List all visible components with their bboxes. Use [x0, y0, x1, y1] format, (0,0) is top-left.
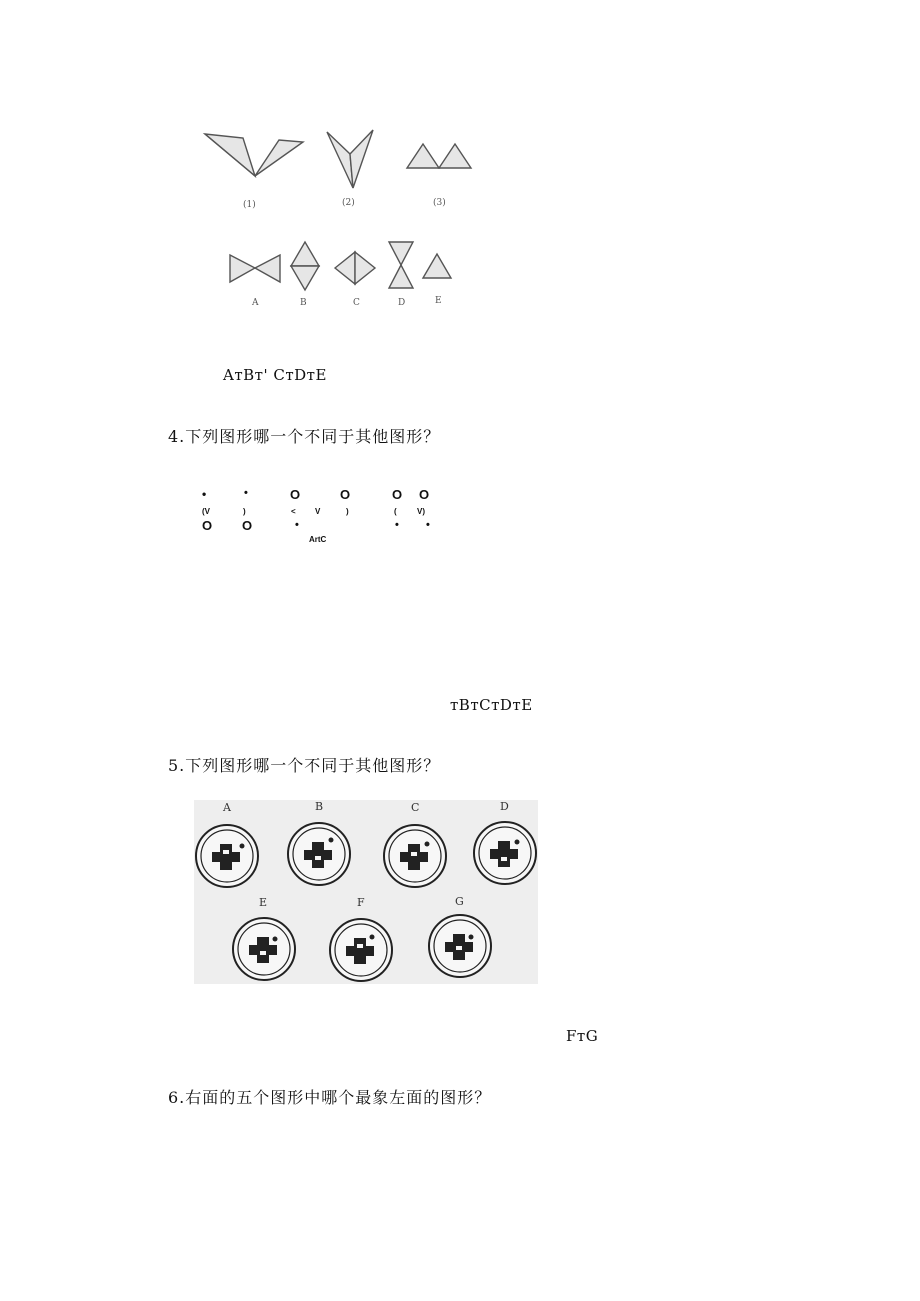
q4-r1-3: O	[340, 487, 351, 502]
q4-r1-1: •	[244, 487, 248, 499]
label-e: E	[259, 896, 268, 909]
triangle-figure	[195, 120, 485, 320]
option-e-label: E	[435, 296, 442, 306]
q5-answer-options: FᴛG	[566, 1027, 599, 1045]
q6-question: 6.右面的五个图形中哪个最象左面的图形？	[168, 1088, 492, 1107]
option-c-label: C	[353, 298, 360, 308]
label-f: F	[357, 896, 365, 909]
shape-3-left	[407, 144, 439, 168]
option-b-label: B	[300, 298, 307, 308]
q4-r2-6: V)	[417, 507, 425, 516]
caption-1: (1)	[243, 200, 256, 210]
option-e-shape	[423, 254, 451, 278]
option-d-label: D	[398, 298, 406, 308]
label-b: B	[315, 800, 324, 813]
q4-r1-2: O	[290, 487, 301, 502]
q4-r3-2: •	[295, 519, 299, 531]
q4-r3-4: •	[426, 519, 430, 531]
shape-1-right	[255, 140, 303, 176]
caption-3: (3)	[433, 198, 446, 208]
q4-r2-2: <	[291, 507, 296, 516]
q4-r2-0: (V	[202, 507, 210, 516]
q4-r1-4: O	[392, 487, 403, 502]
shape-2-left	[327, 132, 353, 188]
label-c: C	[411, 801, 420, 814]
label-a: A	[223, 801, 231, 814]
caption-2: (2)	[342, 198, 355, 208]
q4-question: 4.下列图形哪一个不同于其他图形？	[168, 427, 441, 446]
q4-r1-0: •	[202, 487, 207, 501]
q4-r2-4: )	[346, 507, 349, 516]
q4-answer-options: ᴛBᴛCᴛDᴛE	[450, 696, 533, 714]
shape-2-right	[350, 130, 373, 188]
label-g: G	[455, 895, 464, 908]
q4-r3-1: O	[242, 518, 253, 533]
q4-r1-5: O	[419, 487, 430, 502]
q4-r2-5: (	[394, 507, 397, 516]
shape-3-right	[439, 144, 471, 168]
triangle-figure-svg	[195, 120, 485, 320]
option-d-shape	[389, 242, 413, 265]
q4-dot-figure	[195, 484, 455, 554]
option-a-label: A	[252, 298, 259, 308]
q5-circle-figure-svg	[194, 800, 538, 984]
q4-r3-3: •	[395, 519, 399, 531]
q5-question: 5.下列图形哪一个不同于其他图形？	[168, 756, 441, 775]
option-b-shape	[291, 242, 319, 266]
q4-caption: ArtC	[309, 535, 327, 544]
q5-circle-figure	[194, 800, 538, 984]
q4-r2-3: V	[315, 507, 321, 516]
q3-answer-options: AᴛBᴛ' CᴛDᴛE	[223, 366, 327, 384]
option-c-shape	[335, 252, 355, 284]
q4-r3-0: O	[202, 518, 213, 533]
label-d: D	[500, 800, 509, 813]
option-a-shape	[230, 255, 255, 282]
q4-r2-1: )	[243, 507, 246, 516]
